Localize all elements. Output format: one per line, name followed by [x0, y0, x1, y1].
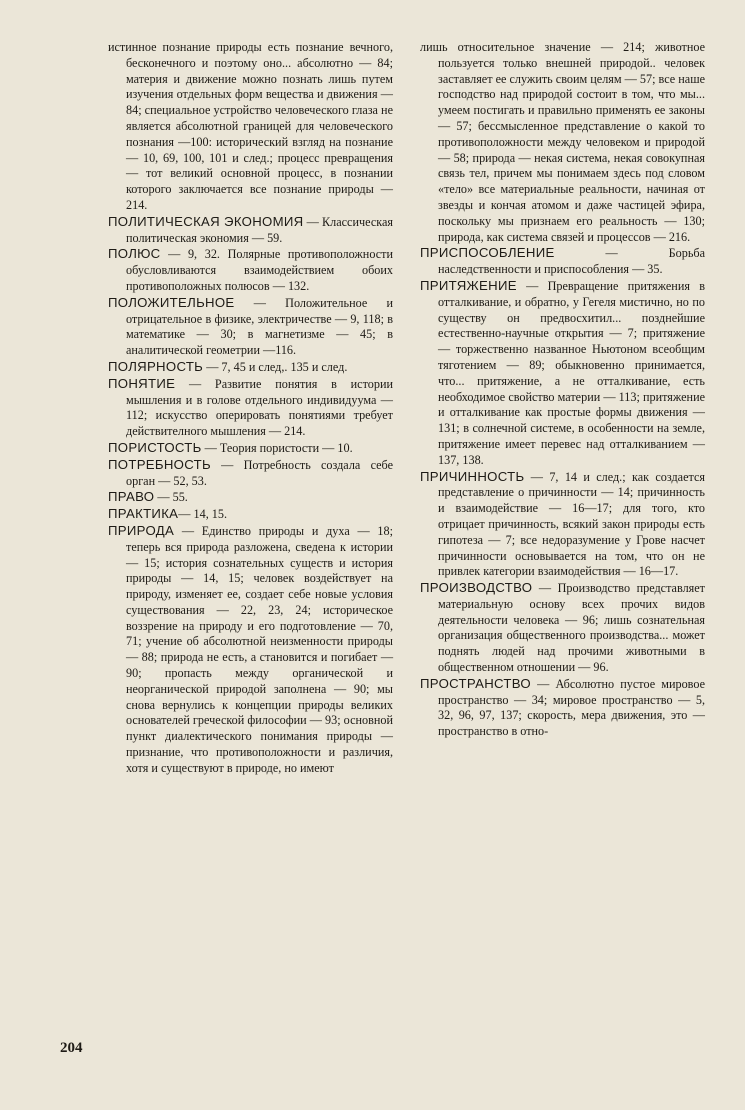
index-entry	[108, 440, 393, 457]
index-entry	[108, 506, 393, 523]
entry-headword: ПОНЯТИЕ	[108, 375, 176, 391]
entry-text: лишь относительное значение — 214; животное пользуется только внешней природой.. человек заставляет ее служить своим целям — 57; все наше господство над природой состоит в том, что мы... умеем постигать и правильно применять ее законы — 57; бессмысленное представление о какой то противоположности между человеком и природой — 58; природа — некая система, некая совокупная связь тел, причем мы понимаем здесь под словом «тело» все материальные реальности, начиная от звезды и кончая атомом и даже частицей эфира, поскольку мы признаем его реальность — 130; природа, как система связей и процессов — 216.	[420, 40, 705, 244]
entry-headword: ПРИЧИННОСТЬ	[420, 468, 525, 484]
entry-text: — Единство природы и духа — 18; теперь вся природа разложена, сведена к истории — 15; история сознательных существ и история природы — 14, 15; человек воздействует на природу, изменяет ее, создает себе новые условия существования — 22, 23, 24; историческое воззрение на природу и его подготовление — 70, 71; учение об абсолютной неизменности природы — 88; природа не есть, а становится и погибает — 90; пропасть между органической и неорганической природой заполнена — 90; мы снова вернулись к концепции природы великих основателей греческой философии — 93; основной пункт диалектического понимания природы — признание, что противоположности и различия, хотя и существуют в природе, но имеют	[126, 523, 393, 775]
entry-text: — 55.	[154, 490, 188, 505]
left-column	[108, 40, 393, 777]
index-entry	[420, 469, 705, 581]
entry-text: — 14, 15.	[178, 507, 228, 522]
entry-headword: ПОТРЕБНОСТЬ	[108, 456, 211, 472]
entry-text: — 7, 14 и след.; как создается представление о причинности — 14; причинность и взаимодействие — 16—17; для того, кто отрицает причинность, всякий закон природы есть гипотеза — 7; все недоразумение у Грове насчет причинности основывается на том, что он не привлек категории взаимодействия — 16—17.	[438, 469, 705, 579]
entry-text: — Производство представляет материальную основу всех прочих видов деятельности человека — 96; лишь сознательная организация общественного производства... может поднять людей над прочими животными в общественном отношении — 96.	[438, 581, 705, 675]
index-entry	[108, 523, 393, 777]
entry-headword: ПОЛОЖИТЕЛЬНОЕ	[108, 294, 235, 310]
entry-text: — Абсолютно пустое мировое пространство — 34; мировое пространство — 5, 32, 96, 97, 137; скорость, мера движения, это — пространство в отно-	[438, 676, 705, 739]
index-entry	[420, 245, 705, 278]
index-entry-continuation	[108, 40, 393, 214]
entry-text: — Превращение притяжения в отталкивание, и обратно, у Гегеля мистично, но по существу он предвосхитил... позднейшие естественно-научные открытия — 7; притяжение — торжественно названное Ньютоном всеобщим тяготением — 89; обыкновенно принимается, что... притяжение, а не отталкивание, есть необходимое свойство материи — 113; притяжение и отталкивание как простые формы движения — 131; в солнечной системе, в особенности на земле, притяжение имеет перевес над отталкиванием — 137, 138.	[438, 278, 705, 467]
index-entry-continuation	[420, 40, 705, 245]
entry-headword: ПРИРОДА	[108, 522, 175, 538]
entry-text: — Положительное и отрицательное в физике, электричестве — 9, 118; в математике — 30; в магнетизме — 45; в аналитической геометрии —116.	[126, 295, 393, 358]
index-entry	[420, 676, 705, 740]
entry-headword: ПРОИЗВОДСТВО	[420, 580, 533, 596]
index-entry	[108, 457, 393, 490]
entry-headword: ПОЛЮС	[108, 246, 161, 262]
index-entry	[108, 246, 393, 294]
right-column	[420, 40, 705, 777]
index-entry	[420, 278, 705, 469]
entry-headword: ПРОСТРАНСТВО	[420, 675, 531, 691]
entry-headword: ПОРИСТОСТЬ	[108, 439, 202, 455]
index-columns	[108, 40, 705, 777]
entry-text: — 7, 45 и след,. 135 и след.	[203, 359, 348, 374]
index-entry	[420, 580, 705, 676]
index-entry	[108, 376, 393, 440]
entry-headword: ПРАВО	[108, 489, 155, 505]
entry-headword: ПРИТЯЖЕНИЕ	[420, 277, 517, 293]
entry-headword: ПРИСПОСОБЛЕНИЕ	[420, 245, 555, 261]
page-number: 204	[60, 1040, 83, 1056]
entry-headword: ПОЛЯРНОСТЬ	[108, 358, 204, 374]
entry-text: — 9, 32. Полярные противоположности обусловливаются взаимодействием обоих противоположных полюсов — 132.	[126, 247, 393, 293]
index-entry	[108, 359, 393, 376]
index-entry	[108, 489, 393, 506]
index-entry	[108, 214, 393, 247]
entry-headword: ПРАКТИКА	[108, 506, 179, 522]
index-entry	[108, 295, 393, 359]
entry-text: — Потребность создала себе орган — 52, 53.	[126, 457, 393, 488]
entry-text: — Теория пористости — 10.	[201, 440, 353, 455]
entry-headword: ПОЛИТИЧЕСКАЯ ЭКОНОМИЯ	[108, 213, 304, 229]
entry-text: — Развитие понятия в истории мышления и в голове отдельного индивидуума — 112; искусство оперировать понятиями требует действителного мышления — 214.	[126, 376, 393, 439]
entry-text: — Классическая политическая экономия — 59.	[126, 214, 393, 245]
entry-text: — Борьба наследственности и приспособления — 35.	[438, 246, 705, 277]
entry-text: истинное познание природы есть познание вечного, бесконечного и поэтому оно... абсолютно — 84; материя и движение можно познать лишь путем изучения отдельных форм вещества и движения — 84; специальное устройство человеческого глаза не является абсолютной границей для человеческого познания —100: исторический взгляд на познание — 10, 69, 100, 101 и след.; процесс превращения — тот великий основной процесс, в познании которого заключается все познание природы — 214.	[108, 40, 393, 212]
